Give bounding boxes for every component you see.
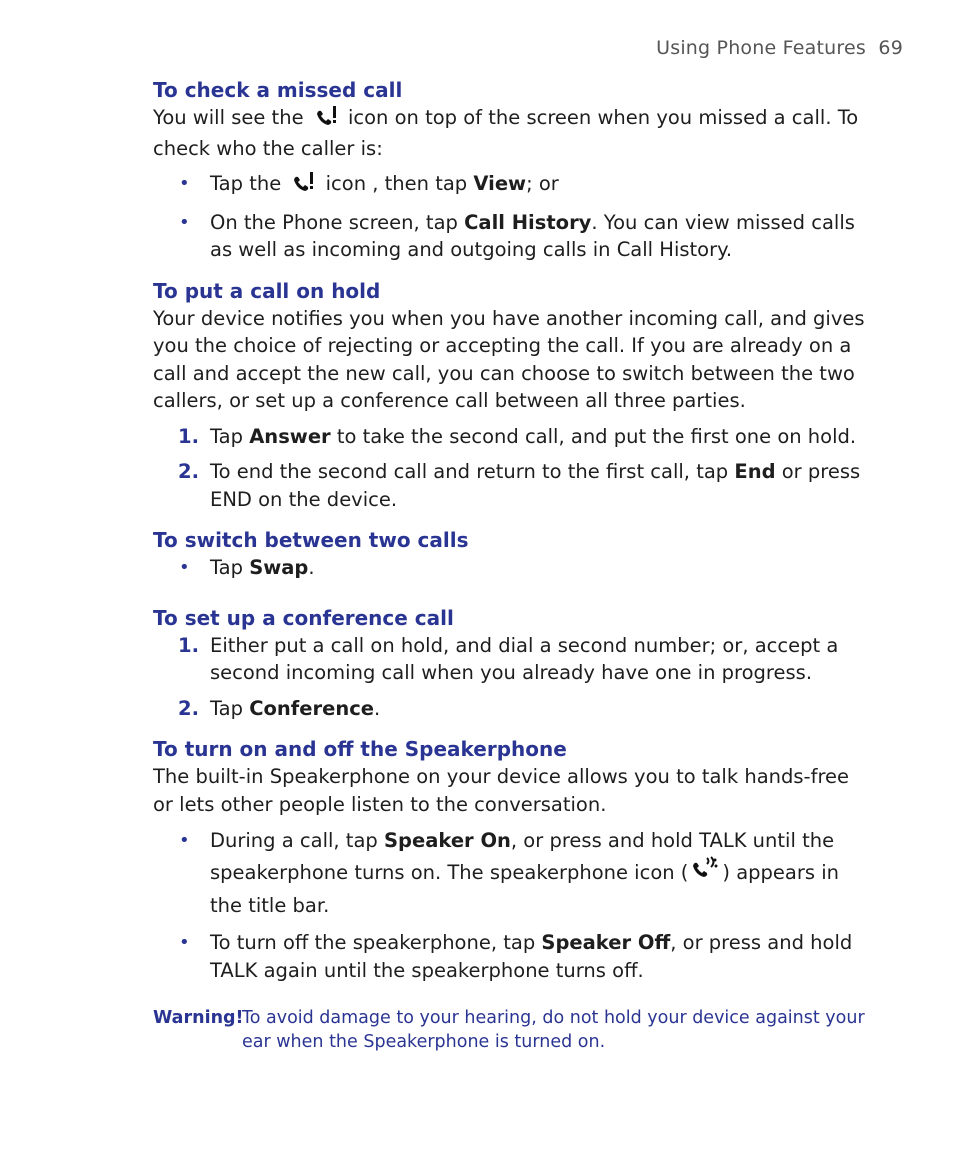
- text: , or press and hold TALK until the speakerphone turns on. The speakerphone icon (: [210, 829, 835, 884]
- page-content: [153, 76, 868, 1054]
- section-speakerphone: [153, 735, 868, 984]
- text: icon on top of the screen when you missed a call. To check who the caller is:: [153, 106, 859, 160]
- text: to take the second call, and put the first one on hold.: [336, 424, 857, 448]
- text: .: [374, 696, 381, 720]
- section-heading: To turn on and off the Speakerphone: [153, 737, 567, 761]
- bullet-dot-icon: •: [179, 173, 190, 194]
- text: Tap: [210, 556, 244, 579]
- list-item: [153, 423, 868, 451]
- running-header: [656, 37, 903, 59]
- text: ; or: [526, 172, 559, 195]
- section-heading: To check a missed call: [153, 78, 403, 102]
- bullet-dot-icon: •: [179, 211, 190, 233]
- warning-note: [153, 1006, 868, 1054]
- ui-term: Speaker Off: [541, 931, 671, 954]
- text: During a call, tap: [210, 829, 378, 852]
- text: or press END on the device.: [210, 460, 861, 511]
- list-item: [153, 929, 868, 984]
- list-item: [153, 209, 868, 264]
- section-call-on-hold: [153, 277, 868, 514]
- section-heading: To put a call on hold: [153, 278, 381, 303]
- section-heading: To set up a conference call: [153, 605, 454, 630]
- bullet-list: [153, 170, 868, 264]
- section-missed-call: [153, 76, 868, 264]
- text: .: [308, 556, 315, 579]
- text: ) appears in the title bar.: [210, 861, 840, 917]
- text: Either put a call on hold, and dial a second number; or, accept a second incoming call when you already have one in progress.: [210, 633, 839, 684]
- section-heading: To switch between two calls: [153, 528, 469, 552]
- page-number: 69: [878, 37, 903, 59]
- step-number: 2.: [178, 696, 199, 720]
- step-number: 2.: [178, 460, 199, 483]
- list-item: [153, 554, 868, 582]
- text: Tap the: [210, 172, 282, 195]
- list-item: [153, 632, 868, 687]
- text: Tap: [210, 696, 244, 720]
- text: To turn off the speakerphone, tap: [210, 931, 536, 954]
- paragraph: Your device notifies you when you have another incoming call, and gives you the choice of rejecting or accepting the call. If you are already on a call and accept the new call, you can choose to switch between the two callers, or set up a conference call between all three parties.: [153, 306, 865, 412]
- bullet-list: [153, 826, 868, 984]
- text: On the Phone screen, tap: [210, 210, 458, 234]
- ui-term: Speaker On: [383, 829, 511, 852]
- paragraph: The built-in Speakerphone on your device allows you to talk hands-free or lets other people listen to the conversation.: [153, 765, 850, 816]
- missed-call-icon: [291, 171, 315, 201]
- numbered-list: [153, 423, 868, 514]
- step-number: 1.: [178, 633, 199, 657]
- missed-call-icon: [314, 105, 338, 135]
- ui-term: End: [734, 460, 776, 483]
- text: To end the second call and return to the first call, tap: [210, 460, 729, 483]
- bullet-dot-icon: •: [179, 932, 190, 953]
- step-number: 1.: [178, 424, 199, 448]
- paragraph: [153, 104, 868, 162]
- text: icon , then tap: [325, 172, 468, 195]
- ui-term: View: [473, 172, 527, 195]
- ui-term: Call History: [464, 210, 592, 234]
- text: You will see the: [153, 106, 304, 129]
- ui-term: Swap: [249, 556, 309, 579]
- ui-term: Conference: [249, 696, 375, 720]
- list-item: [153, 458, 868, 513]
- section-switch-calls: [153, 526, 868, 582]
- text: , or press and hold TALK again until the speakerphone turns off.: [210, 931, 853, 982]
- text: . You can view missed calls as well as incoming and outgoing calls in Call History.: [210, 210, 855, 261]
- warning-label: Warning!: [153, 1008, 244, 1028]
- header-section-title: Using Phone Features: [656, 37, 866, 59]
- warning-text: To avoid damage to your hearing, do not hold your device against your ear when the Speakerphone is turned on.: [242, 1008, 865, 1052]
- ui-term: Answer: [249, 424, 331, 448]
- list-item: [153, 826, 868, 921]
- speakerphone-icon: [690, 856, 720, 891]
- text: Tap: [210, 424, 244, 448]
- bullet-dot-icon: •: [179, 557, 190, 578]
- section-conference-call: [153, 604, 868, 723]
- numbered-list: [153, 632, 868, 723]
- list-item: [153, 695, 868, 723]
- bullet-list: [153, 554, 868, 582]
- bullet-dot-icon: •: [179, 830, 190, 851]
- list-item: [153, 170, 868, 201]
